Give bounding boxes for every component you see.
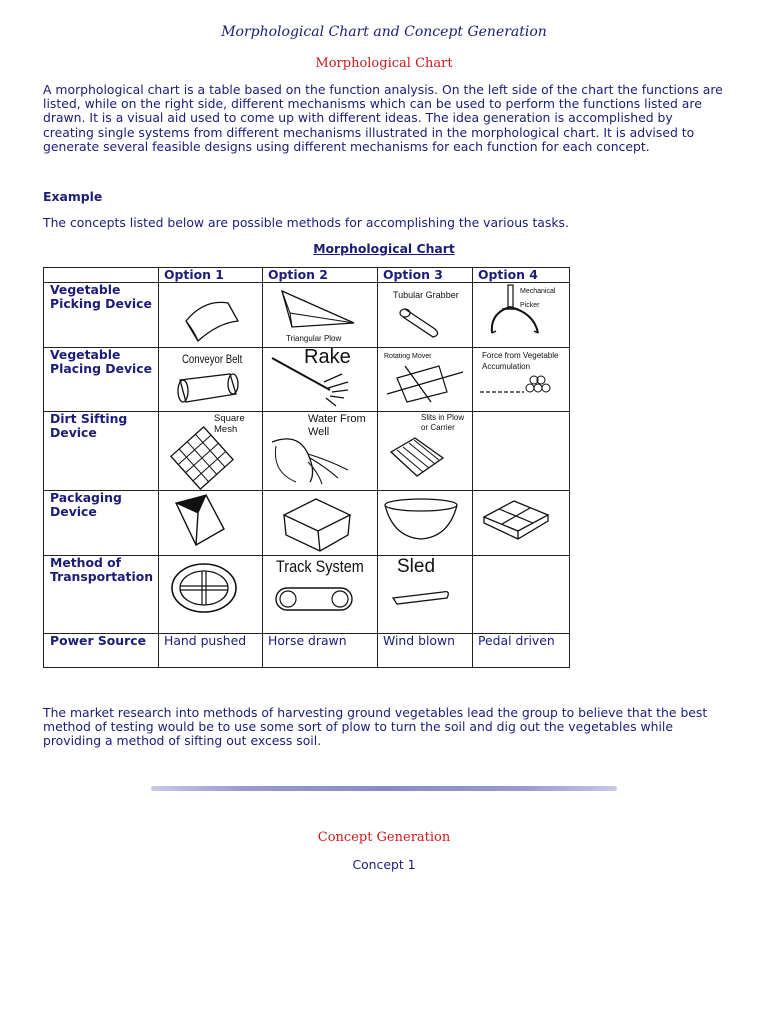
bag-sketch: [164, 491, 262, 555]
table-header-row: [44, 268, 570, 283]
sketch-cell: [159, 283, 263, 348]
box-sketch: [268, 491, 377, 555]
sled-sketch: [383, 556, 472, 633]
example-text: The concepts listed below are possible methods for accomplishing the various tasks.: [43, 215, 569, 230]
sketch-cell: [378, 348, 473, 412]
sketch-label: Slits in Plow or Carrier: [421, 413, 465, 432]
table-header-option-1: Option 1: [159, 268, 263, 283]
sketch-cell: [159, 491, 263, 556]
sketch-label: Square Mesh: [214, 413, 245, 435]
sketch-cell: [378, 412, 473, 491]
sketch-label: Rake: [304, 346, 351, 368]
conveyor-belt-sketch: [164, 348, 262, 411]
sketch-cell: [263, 412, 378, 491]
power-option: Hand pushed: [159, 634, 263, 668]
sketch-label: Mechanical Picker: [520, 288, 556, 309]
power-option: Pedal driven: [473, 634, 570, 668]
sketch-cell: [378, 283, 473, 348]
sketch-label: Triangular Plow: [286, 334, 342, 343]
table-row-power: [44, 634, 570, 668]
sketch-label: Tubular Grabber: [393, 290, 459, 300]
table-row-placing: [44, 348, 570, 412]
slits-sketch: [383, 412, 472, 490]
tray-sketch: [478, 491, 569, 555]
sketch-label: Sled: [397, 556, 436, 577]
mechanical-picker-sketch: [478, 283, 569, 347]
sketch-label: Rotating Mover: [384, 353, 432, 360]
sketch-cell: [263, 348, 378, 412]
sketch-label: Force from Vegetable Accumulation: [482, 351, 559, 371]
empty-cell: [473, 556, 570, 634]
sketch-cell: [263, 491, 378, 556]
bowl-sketch: [383, 491, 472, 555]
table-header-option-3: Option 3: [378, 268, 473, 283]
rake-sketch: [268, 348, 377, 411]
empty-cell: [473, 412, 570, 491]
chart-caption: Morphological Chart: [313, 241, 455, 256]
sketch-cell: [159, 412, 263, 491]
sketch-cell: [473, 283, 570, 348]
function-label: Vegetable Picking Device: [44, 283, 159, 348]
section-heading-morph-chart: Morphological Chart: [315, 56, 453, 71]
sketch-cell: [378, 556, 473, 634]
table-header-blank: [44, 268, 159, 283]
intro-paragraph: A morphological chart is a table based on the function analysis. On the left side of the chart the functions are listed, while on the right side, different mechanisms which can be used to perform the functions listed are drawn. It is a visual aid used to come up with different ideas. The idea generation is accomplished by creating single systems from different mechanisms illustrated in the morphological chart. It is advised to generate several feasible designs using different mechanisms for each function for each concept.: [43, 82, 723, 154]
square-mesh-sketch: [164, 412, 262, 490]
power-option: Wind blown: [378, 634, 473, 668]
rotating-mover-sketch: [383, 348, 472, 411]
function-label: Power Source: [44, 634, 159, 668]
sketch-label: Water From Well: [308, 413, 366, 438]
curved-sheet-sketch: [164, 283, 262, 347]
section-heading-concept-generation: Concept Generation: [317, 830, 451, 845]
table-row-sifting: [44, 412, 570, 491]
function-label: Vegetable Placing Device: [44, 348, 159, 412]
page-title: Morphological Chart and Concept Generation: [221, 24, 547, 40]
track-system-sketch: [268, 556, 377, 633]
divider-rule: [151, 786, 617, 791]
concept-label: Concept 1: [352, 857, 416, 872]
water-from-well-sketch: [268, 412, 377, 490]
sketch-cell: [159, 348, 263, 412]
sketch-label: Track System: [276, 557, 364, 576]
vegetable-accumulation-sketch: [478, 348, 569, 411]
function-label: Packaging Device: [44, 491, 159, 556]
table-row-transportation: [44, 556, 570, 634]
table-header-option-4: Option 4: [473, 268, 570, 283]
sketch-cell: [378, 491, 473, 556]
morphological-table: [43, 267, 570, 668]
conclusion-paragraph: The market research into methods of harvesting ground vegetables lead the group to believe that the best method of testing would be to use some sort of plow to turn the soil and dig out the vegetables while providing a method of sifting out excess soil.: [43, 705, 708, 749]
sketch-cell: [473, 348, 570, 412]
sketch-cell: [263, 283, 378, 348]
sketch-cell: [263, 556, 378, 634]
function-label: Dirt Sifting Device: [44, 412, 159, 491]
power-option: Horse drawn: [263, 634, 378, 668]
example-heading: Example: [43, 189, 103, 204]
sketch-cell: [473, 491, 570, 556]
table-row-picking: [44, 283, 570, 348]
tubular-grabber-sketch: [383, 283, 472, 347]
table-row-packaging: [44, 491, 570, 556]
sketch-cell: [159, 556, 263, 634]
function-label: Method of Transportation: [44, 556, 159, 634]
sketch-label: Conveyor Belt: [182, 352, 243, 366]
wheel-sketch: [164, 556, 262, 633]
table-header-option-2: Option 2: [263, 268, 378, 283]
